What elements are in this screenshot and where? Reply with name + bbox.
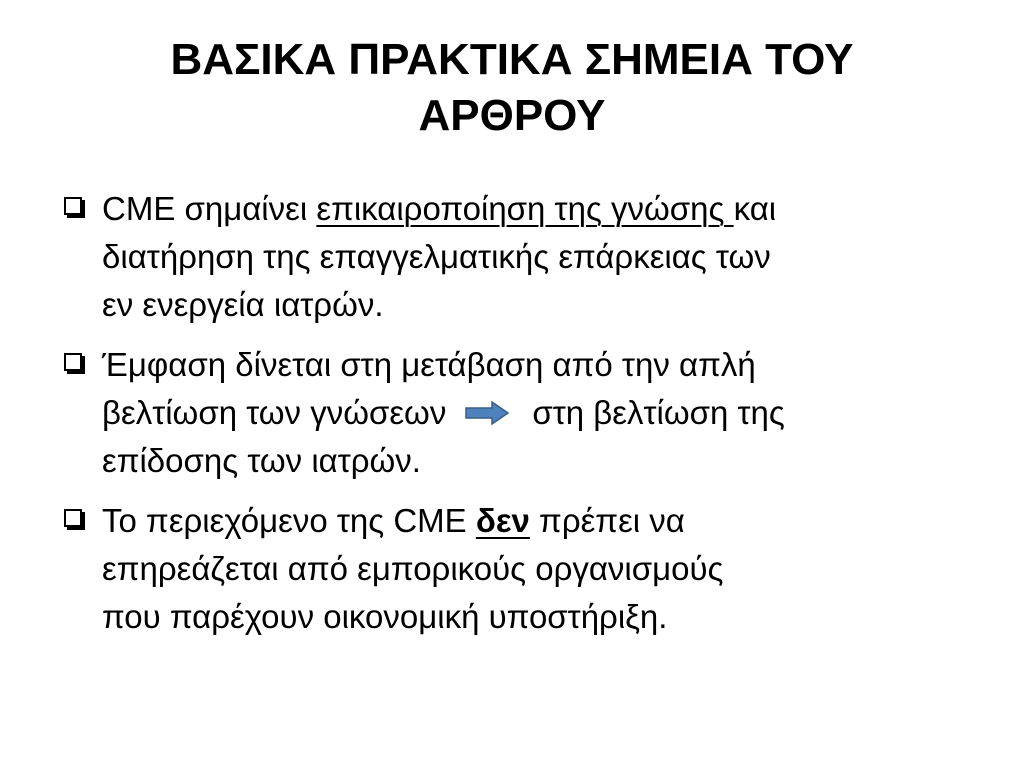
hollow-square-checkbox-icon xyxy=(64,353,82,371)
slide-title xyxy=(72,32,952,144)
hollow-square-checkbox-icon xyxy=(64,509,82,527)
bullet-3-line-3: που παρέχουν οικονομική υποστήριξη. xyxy=(102,598,668,635)
bullet-1-line-2: διατήρηση της επαγγελματικής επάρκειας των xyxy=(102,238,771,275)
bullet-1-underlined-text: επικαιροποίηση της γνώσης xyxy=(316,190,734,227)
bullet-2-line-1: Έμφαση δίνεται στη μετάβαση από την απλή xyxy=(102,346,756,383)
title-line-2: ΑΡΘΡΟΥ xyxy=(418,91,606,140)
title-line-1: ΒΑΣΙΚΑ ΠΡΑΚΤΙΚΑ ΣΗΜΕΙΑ ΤΟΥ xyxy=(170,35,854,84)
bullet-2-text-post: στη βελτίωση της xyxy=(532,394,785,431)
bullet-item-1 xyxy=(58,185,978,329)
bullet-1-text-post: και xyxy=(733,190,777,227)
bullet-1-line-3: εν ενεργεία ιατρών. xyxy=(102,286,384,323)
bullet-1-line-1 xyxy=(102,185,978,233)
bullet-3-emphasis-text: δεν xyxy=(475,502,530,539)
bullet-item-2 xyxy=(58,341,978,485)
bullet-3-text-pre: Το περιεχόμενο της CME xyxy=(102,502,476,539)
bullet-3-line-1 xyxy=(102,497,978,545)
bullet-3-line-2: επηρεάζεται από εμπορικούς οργανισμούς xyxy=(102,550,724,587)
bullet-2-line-3: επίδοσης των ιατρών. xyxy=(102,442,421,479)
hollow-square-checkbox-icon xyxy=(64,197,82,215)
bullet-list xyxy=(58,185,978,653)
bullet-2-line-2 xyxy=(102,389,978,437)
bullet-item-3 xyxy=(58,497,978,641)
bullet-1-text-pre: CME σημαίνει xyxy=(102,190,317,227)
right-arrow-icon xyxy=(464,400,510,426)
bullet-2-text-pre: βελτίωση των γνώσεων xyxy=(102,394,447,431)
bullet-3-text-post: πρέπει να xyxy=(529,502,685,539)
